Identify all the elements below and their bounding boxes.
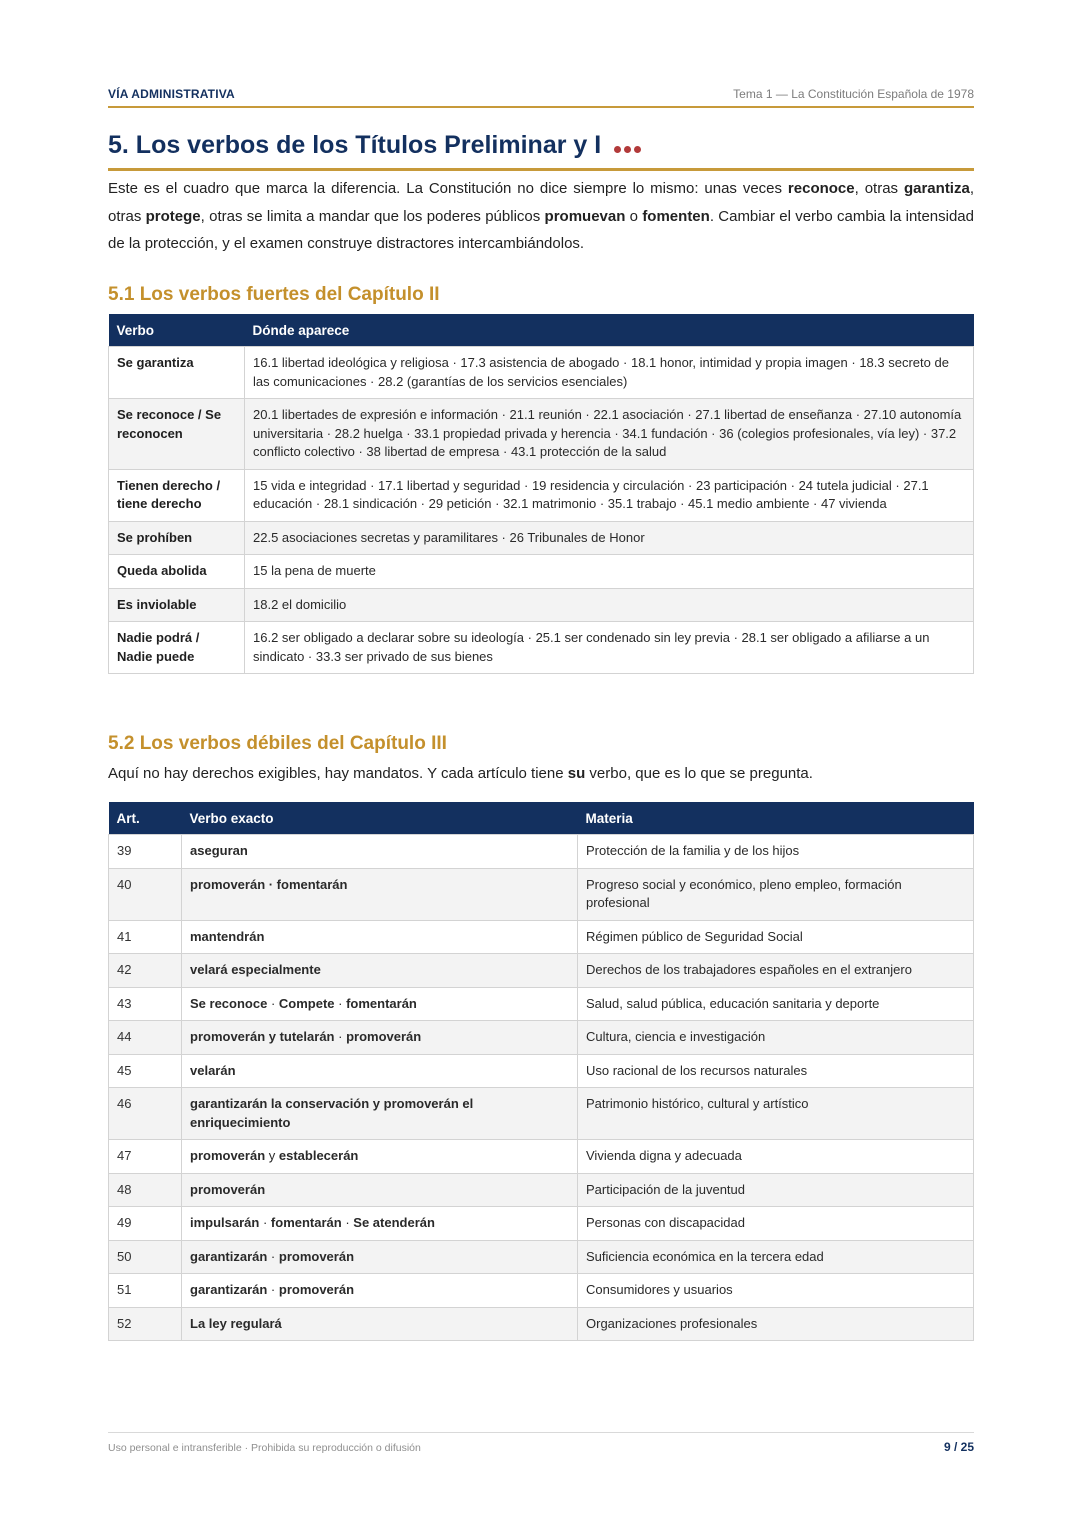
exact-verb-cell (182, 1307, 578, 1341)
emphasis-text: promoverán · fomentarán (190, 876, 348, 892)
subject-cell: Suficiencia económica en la tercera edad (578, 1240, 974, 1274)
article-cell: 42 (109, 954, 182, 988)
text-run: Este es el cuadro que marca la diferencia. La Constitución no dice siempre lo mismo: unas veces (108, 180, 788, 197)
text-run: Aquí no hay derechos exigibles, hay mandatos. Y cada artículo tiene (108, 765, 568, 782)
strong-verbs-table (108, 314, 974, 674)
subsection-title-weak-verbs: 5.2 Los verbos débiles del Capítulo III (108, 733, 447, 754)
page-footer (108, 1432, 974, 1463)
emphasis-text: garantizarán (190, 1282, 268, 1297)
emphasis-text: Se atenderán (353, 1215, 435, 1230)
table-row (109, 1054, 974, 1088)
where-cell: 15 la pena de muerte (245, 555, 974, 589)
header-section-label: VÍA ADMINISTRATIVA (108, 87, 235, 101)
table-row (109, 1207, 974, 1241)
subject-cell: Uso racional de los recursos naturales (578, 1054, 974, 1088)
table-row (109, 835, 974, 869)
article-cell: 41 (109, 920, 182, 954)
subject-cell: Régimen público de Seguridad Social (578, 920, 974, 954)
column-header-materia: Materia (578, 802, 974, 835)
exact-verb-cell (182, 1054, 578, 1088)
exact-verb-cell (182, 920, 578, 954)
subject-cell: Participación de la juventud (578, 1173, 974, 1207)
exact-verb-cell (182, 1240, 578, 1274)
column-header-verbo: Verbo (109, 314, 245, 347)
subject-cell: Cultura, ciencia e investigación (578, 1021, 974, 1055)
where-cell: 16.1 libertad ideológica y religiosa · 17.3 asistencia de abogado · 18.1 honor, intimidad y propia imagen · 18.3 secreto de las comunicaciones · 28.2 (garantías de los servicios esenciales) (245, 347, 974, 399)
emphasis-text: La ley regulará (190, 1315, 282, 1331)
verb-cell: Se reconoce / Se reconocen (109, 399, 245, 470)
table-row (109, 347, 974, 399)
verb-cell: Nadie podrá / Nadie puede (109, 622, 245, 674)
column-header-art: Art. (109, 802, 182, 835)
section-heading (108, 128, 974, 171)
text-run: verbo, que es lo que se pregunta. (585, 765, 813, 782)
emphasis-text: reconoce (787, 180, 855, 197)
subject-cell: Organizaciones profesionales (578, 1307, 974, 1341)
table-row (109, 521, 974, 555)
article-cell: 48 (109, 1173, 182, 1207)
emphasis-text: mantendrán (190, 928, 265, 944)
where-cell: 20.1 libertades de expresión e información · 21.1 reunión · 22.1 asociación · 27.1 libertad de enseñanza · 27.10 autonomía universitaria · 28.2 huelga · 33.1 propiedad privada y herencia · 34.1 fundación · 36 (colegios profesionales, vía ley) · 37.2 conflicto colectivo · 38 libertad de empresa · 43.1 protección de la salud (245, 399, 974, 470)
table-row (109, 987, 974, 1021)
emphasis-text: protege (145, 207, 201, 225)
emphasis-text: impulsarán (190, 1215, 260, 1230)
article-cell: 39 (109, 835, 182, 869)
subject-cell: Personas con discapacidad (578, 1207, 974, 1241)
article-cell: 52 (109, 1307, 182, 1341)
emphasis-text: su (567, 765, 586, 782)
subject-cell: Derechos de los trabajadores españoles en el extranjero (578, 954, 974, 988)
emphasis-text: garantizarán (190, 1248, 268, 1264)
emphasis-text: velará especialmente (190, 962, 321, 977)
article-cell: 49 (109, 1207, 182, 1241)
subject-cell: Patrimonio histórico, cultural y artístico (578, 1088, 974, 1140)
text-run: · (334, 1029, 347, 1044)
where-cell: 18.2 el domicilio (245, 588, 974, 622)
ellipsis-dots-icon (614, 140, 644, 158)
article-cell: 44 (109, 1021, 182, 1055)
text-run: y (265, 1148, 279, 1163)
exact-verb-cell (182, 835, 578, 869)
section-title: 5. Los verbos de los Títulos Preliminar y I (108, 131, 602, 159)
table-row (109, 954, 974, 988)
emphasis-text: establecerán (278, 1148, 359, 1163)
emphasis-text: fomentarán (346, 995, 417, 1011)
where-cell: 22.5 asociaciones secretas y paramilitares · 26 Tribunales de Honor (245, 521, 974, 555)
where-cell: 16.2 ser obligado a declarar sobre su ideología · 25.1 ser condenado sin ley previa · 28.1 ser obligado a afiliarse a un sindicato · 33.3 ser privado de sus bienes (245, 622, 974, 674)
table-row (109, 622, 974, 674)
emphasis-text: promoverán (190, 1148, 266, 1163)
verb-cell: Se prohíben (109, 521, 245, 555)
emphasis-text: promoverán (190, 1181, 266, 1197)
emphasis-text: promoverán (278, 1282, 355, 1297)
text-run: , otras (854, 180, 904, 197)
article-cell: 46 (109, 1088, 182, 1140)
weak-verbs-lead (108, 763, 974, 785)
column-header-verbo-exacto: Verbo exacto (182, 802, 578, 835)
emphasis-text: garantiza (903, 180, 970, 197)
running-header (108, 86, 974, 108)
emphasis-text: aseguran (190, 843, 248, 858)
emphasis-text: promoverán (278, 1248, 355, 1264)
table-header-row (109, 802, 974, 835)
table-row (109, 1240, 974, 1274)
emphasis-text: fomenten (642, 207, 710, 225)
emphasis-text: fomentarán (270, 1215, 342, 1230)
emphasis-text: Compete (278, 995, 335, 1011)
subject-cell: Progreso social y económico, pleno empleo, formación profesional (578, 868, 974, 920)
text-run: , otras se limita a mandar que los poderes públicos (200, 207, 545, 225)
article-cell: 47 (109, 1140, 182, 1174)
table-row (109, 555, 974, 589)
exact-verb-cell (182, 1207, 578, 1241)
emphasis-text: velarán (190, 1062, 236, 1078)
column-header-donde: Dónde aparece (245, 314, 974, 347)
article-cell: 51 (109, 1274, 182, 1308)
where-cell: 15 vida e integridad · 17.1 libertad y seguridad · 19 residencia y circulación · 23 participación · 24 tutela judicial · 27.1 educación · 28.1 sindicación · 29 petición · 32.1 matrimonio · 35.1 trabajo · 45.1 medio ambiente · 47 vivienda (245, 469, 974, 521)
exact-verb-cell (182, 868, 578, 920)
header-topic-label: Tema 1 — La Constitución Española de 1978 (733, 87, 974, 101)
article-cell: 40 (109, 868, 182, 920)
emphasis-text: promuevan (544, 207, 626, 225)
verb-cell: Es inviolable (109, 588, 245, 622)
text-run: · (267, 995, 279, 1011)
exact-verb-cell (182, 1021, 578, 1055)
table-row (109, 399, 974, 470)
subject-cell: Salud, salud pública, educación sanitaria y deporte (578, 987, 974, 1021)
article-cell: 50 (109, 1240, 182, 1274)
emphasis-text: promoverán (346, 1029, 422, 1044)
table-row (109, 1173, 974, 1207)
subject-cell: Consumidores y usuarios (578, 1274, 974, 1308)
exact-verb-cell (182, 1173, 578, 1207)
verb-cell: Tienen derecho / tiene derecho (109, 469, 245, 521)
subsection-title-strong-verbs: 5.1 Los verbos fuertes del Capítulo II (108, 284, 440, 305)
exact-verb-cell (182, 954, 578, 988)
footer-notice: Uso personal e intransferible · Prohibida su reproducción o difusión (108, 1442, 421, 1454)
text-run: o (625, 207, 643, 225)
text-run: , otras (108, 180, 974, 225)
text-run: · (267, 1282, 279, 1297)
text-run: · (341, 1215, 354, 1230)
text-run: · (334, 995, 347, 1011)
page-number: 9 / 25 (943, 1440, 974, 1454)
article-cell: 45 (109, 1054, 182, 1088)
exact-verb-cell (182, 1274, 578, 1308)
emphasis-text: promoverán y tutelarán (190, 1029, 335, 1044)
table-row (109, 1140, 974, 1174)
subject-cell: Protección de la familia y de los hijos (578, 835, 974, 869)
table-row (109, 1021, 974, 1055)
text-run: . Cambiar el verbo cambia la intensidad de la protección, y el examen construye distractores intercambiándolos. (108, 207, 974, 252)
text-run: · (259, 1215, 271, 1230)
article-cell: 43 (109, 987, 182, 1021)
verb-cell: Se garantiza (109, 347, 245, 399)
table-row (109, 588, 974, 622)
exact-verb-cell (182, 1140, 578, 1174)
verb-cell: Queda abolida (109, 555, 245, 589)
table-row (109, 920, 974, 954)
table-row (109, 1307, 974, 1341)
table-row (109, 469, 974, 521)
weak-verbs-table (108, 802, 974, 1341)
subject-cell: Vivienda digna y adecuada (578, 1140, 974, 1174)
table-header-row (109, 314, 974, 347)
table-row (109, 1274, 974, 1308)
exact-verb-cell (182, 987, 578, 1021)
exact-verb-cell (182, 1088, 578, 1140)
emphasis-text: garantizarán la conservación y promoverán el enriquecimiento (190, 1096, 474, 1130)
text-run: · (267, 1248, 279, 1264)
table-row (109, 868, 974, 920)
table-row (109, 1088, 974, 1140)
intro-paragraph (108, 175, 974, 258)
emphasis-text: Se reconoce (190, 995, 268, 1011)
